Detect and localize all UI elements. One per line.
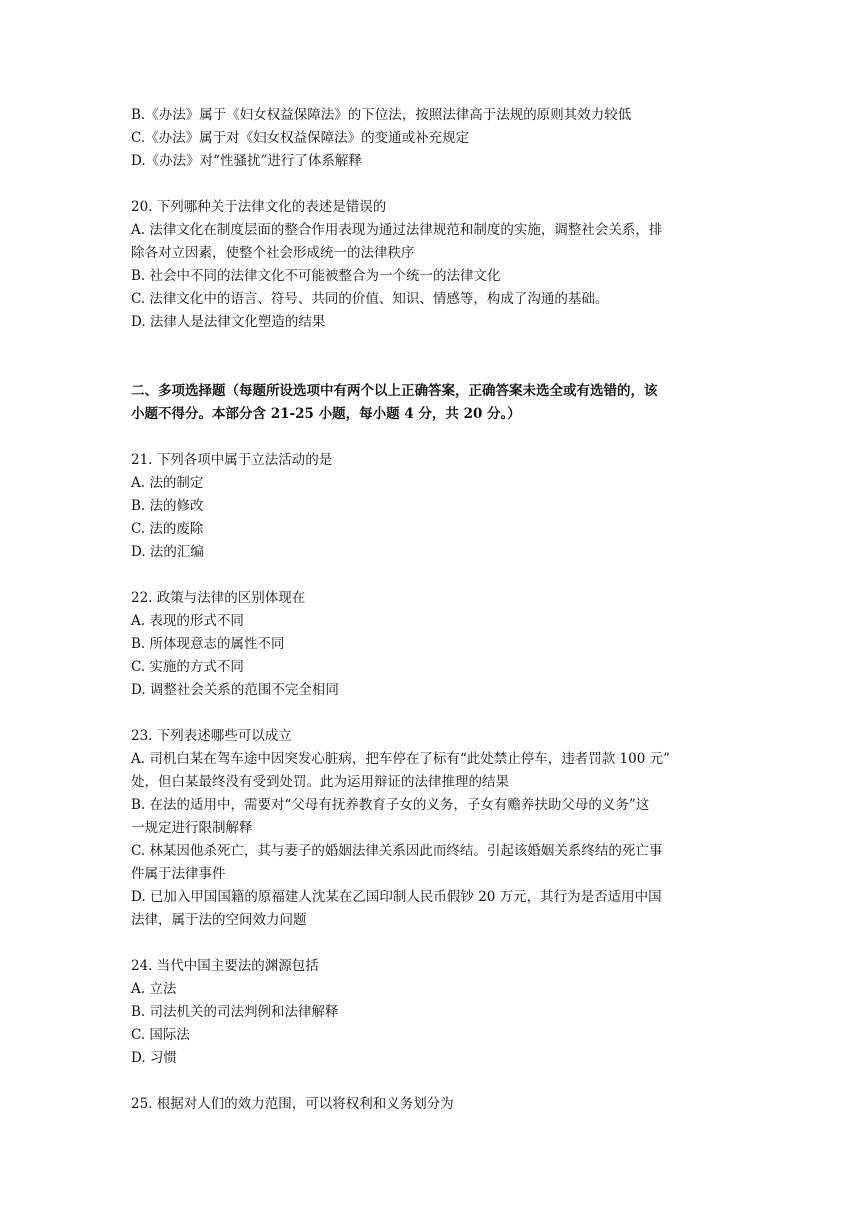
q21-option-c: C. 法的废除 (131, 521, 204, 537)
q19-option-d: D.《办法》对“性骚扰”进行了体系解释 (131, 153, 362, 169)
q21-stem: 21. 下列各项中属于立法活动的是 (131, 452, 333, 468)
spacer (131, 426, 741, 449)
spacer (131, 932, 741, 955)
section-heading-line1: 二、多项选择题（每题所设选项中有两个以上正确答案，正确答案未选全或有选错的，该 (131, 383, 658, 399)
q23-option-d-line1: D. 已加入甲国国籍的原福建人沈某在乙国印制人民币假钞 20 万元，其行为是否适用中国 (131, 889, 662, 905)
q19-option-c: C.《办法》属于对《妇女权益保障法》的变通或补充规定 (131, 130, 470, 146)
q23-option-b-line2: 一规定进行限制解释 (131, 820, 253, 836)
spacer (131, 173, 741, 196)
q22-option-b: B. 所体现意志的属性不同 (131, 636, 285, 652)
q20-option-a-line2: 除各对立因素，使整个社会形成统一的法律秩序 (131, 245, 415, 261)
q23-option-b-line1: B. 在法的适用中，需要对“父母有抚养教育子女的义务，子女有赡养扶助父母的义务”这 (131, 797, 650, 813)
q23-option-a-line1: A. 司机白某在驾车途中因突发心脏病，把车停在了标有“此处禁止停车，违者罚款 100 元” (131, 751, 670, 767)
q23-option-d-line2: 法律，属于法的空间效力问题 (131, 912, 307, 928)
q20-option-b: B. 社会中不同的法律文化不可能被整合为一个统一的法律文化 (131, 268, 501, 284)
q21-option-a: A. 法的制定 (131, 475, 204, 491)
q24-option-a: A. 立法 (131, 981, 177, 997)
q20-option-a-line1: A. 法律文化在制度层面的整合作用表现为通过法律规范和制度的实施，调整社会关系，排 (131, 222, 663, 238)
spacer (131, 334, 741, 380)
q24-option-c: C. 国际法 (131, 1027, 190, 1043)
q25-stem: 25. 根据对人们的效力范围，可以将权利和义务划分为 (131, 1096, 454, 1112)
exam-content (131, 104, 741, 1116)
q22-option-d: D. 调整社会关系的范围不完全相同 (131, 682, 339, 698)
q23-stem: 23. 下列表述哪些可以成立 (131, 728, 292, 744)
q23-option-c-line2: 件属于法律事件 (131, 866, 226, 882)
spacer (131, 564, 741, 587)
section-heading-line2: 小题不得分。本部分含 21-25 小题，每小题 4 分，共 20 分。） (131, 406, 521, 422)
q23-option-a-line2: 处，但白某最终没有受到处罚。此为运用辩证的法律推理的结果 (131, 774, 509, 790)
q24-option-b: B. 司法机关的司法判例和法律解释 (131, 1004, 339, 1020)
spacer (131, 702, 741, 725)
q24-option-d: D. 习惯 (131, 1050, 177, 1066)
q21-option-b: B. 法的修改 (131, 498, 204, 514)
q24-stem: 24. 当代中国主要法的渊源包括 (131, 958, 319, 974)
q21-option-d: D. 法的汇编 (131, 544, 204, 560)
q22-option-a: A. 表现的形式不同 (131, 613, 244, 629)
q22-stem: 22. 政策与法律的区别体现在 (131, 590, 306, 606)
q20-option-d: D. 法律人是法律文化塑造的结果 (131, 314, 326, 330)
spacer (131, 1070, 741, 1093)
q20-option-c: C. 法律文化中的语言、符号、共同的价值、知识、情感等，构成了沟通的基础。 (131, 291, 609, 307)
q22-option-c: C. 实施的方式不同 (131, 659, 244, 675)
q19-option-b: B.《办法》属于《妇女权益保障法》的下位法，按照法律高于法规的原则其效力较低 (131, 107, 632, 123)
q20-stem: 20. 下列哪种关于法律文化的表述是错误的 (131, 199, 387, 215)
q23-option-c-line1: C. 林某因他杀死亡，其与妻子的婚姻法律关系因此而终结。引起该婚姻关系终结的死亡事 (131, 843, 663, 859)
